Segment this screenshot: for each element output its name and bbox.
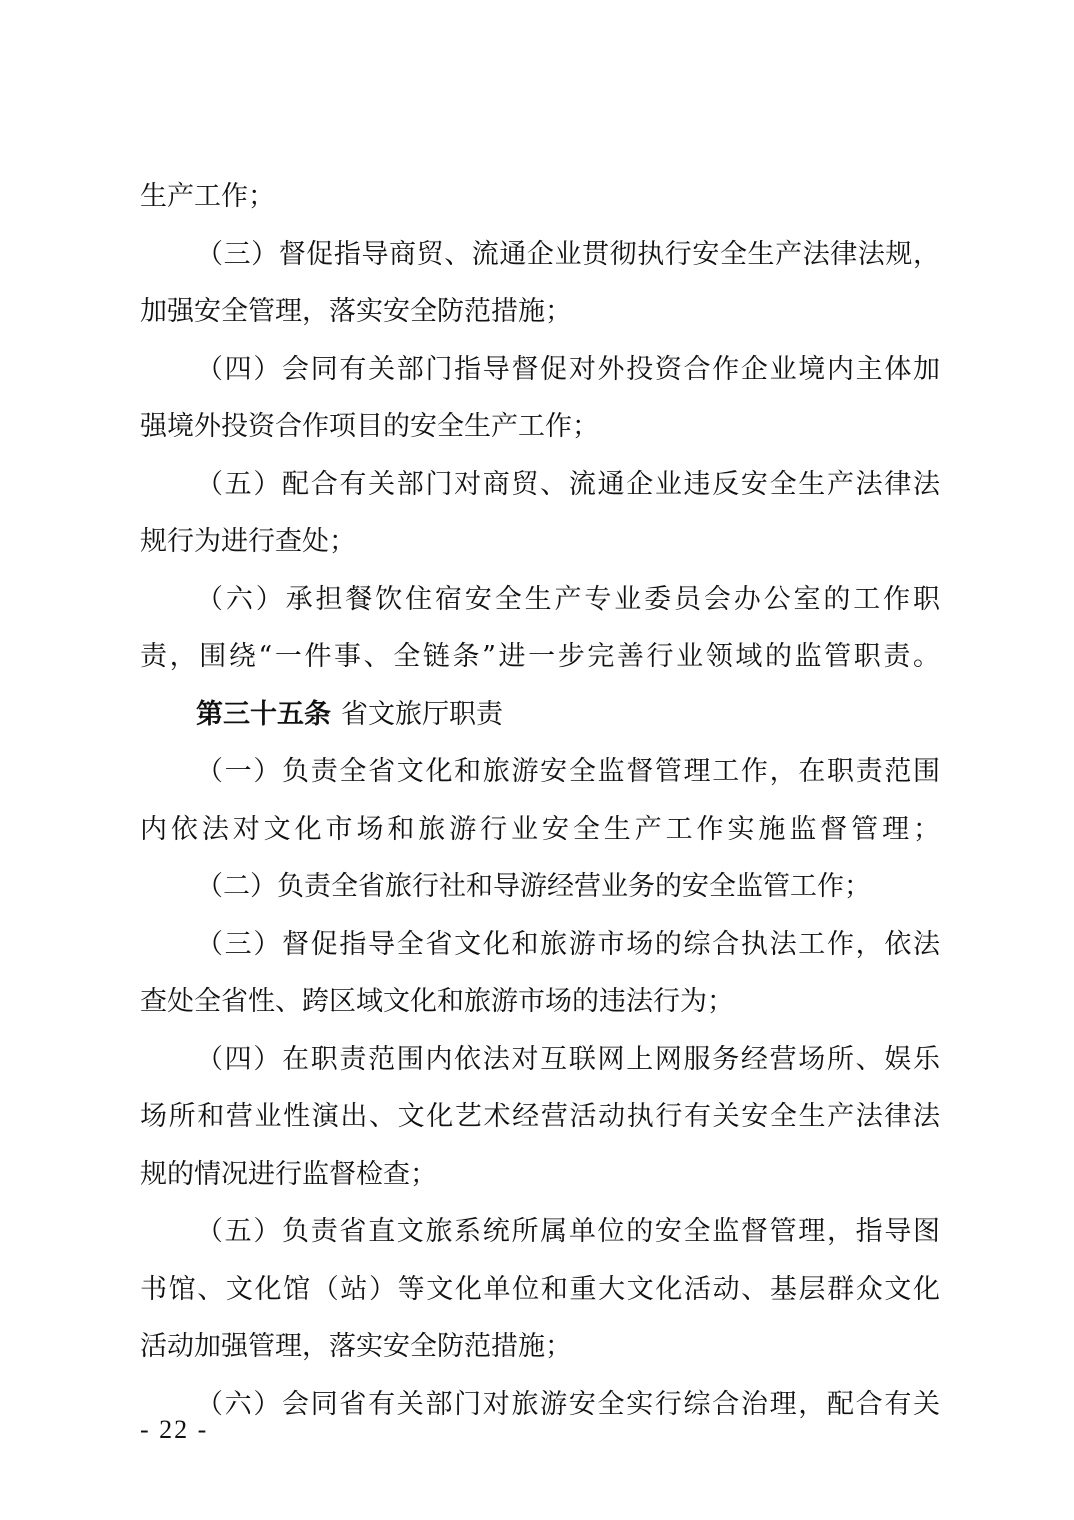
paragraph-line: 书馆、文化馆（站）等文化单位和重大文化活动、基层群众文化 <box>140 1273 940 1305</box>
paragraph-line: 查处全省性、跨区域文化和旅游市场的违法行为； <box>140 986 734 1017</box>
article-heading-line <box>140 686 940 744</box>
paragraph-line: 规的情况进行监督检查； <box>140 1158 437 1190</box>
paragraph-line: （三）督促指导全省文化和旅游市场的综合执法工作，依法 <box>196 928 940 960</box>
page-number: - 22 - <box>140 1415 209 1444</box>
paragraph-line: （五）配合有关部门对商贸、流通企业违反安全生产法律法 <box>196 468 940 500</box>
paragraph-line: （五）负责省直文旅系统所属单位的安全监督管理，指导图 <box>196 1216 940 1247</box>
paragraph-line: 责，围绕“一件事、全链条”进一步完善行业领域的监管职责。 <box>140 641 940 672</box>
paragraph-line: 生产工作； <box>140 181 275 212</box>
paragraph-line: 内依法对文化市场和旅游行业安全生产工作实施监督管理； <box>140 813 940 845</box>
paragraph-line: （六）会同省有关部门对旅游安全实行综合治理，配合有关 <box>196 1388 940 1420</box>
paragraph-line: 强境外投资合作项目的安全生产工作； <box>140 411 599 442</box>
paragraph-line: （三）督促指导商贸、流通企业贯彻执行安全生产法律法规， <box>196 238 940 270</box>
paragraph-line: 加强安全管理，落实安全防范措施； <box>140 296 572 327</box>
paragraph-line: 场所和营业性演出、文化艺术经营活动执行有关安全生产法律法 <box>140 1101 940 1132</box>
article-title: 省文旅厅职责 <box>341 698 503 730</box>
paragraph-line: 规行为进行查处； <box>140 526 356 557</box>
paragraph-line: 活动加强管理，落实安全防范措施； <box>140 1331 572 1362</box>
article-number: 第三十五条 <box>196 698 331 730</box>
paragraph-line: （四）会同有关部门指导督促对外投资合作企业境内主体加 <box>196 353 940 385</box>
paragraph-line: （四）在职责范围内依法对互联网上网服务经营场所、娱乐 <box>196 1043 940 1075</box>
paragraph-line: （二）负责全省旅行社和导游经营业务的安全监管工作； <box>196 871 871 902</box>
paragraph-line: （六）承担餐饮住宿安全生产专业委员会办公室的工作职 <box>196 583 940 615</box>
document-body <box>140 168 940 1433</box>
paragraph-line: （一）负责全省文化和旅游安全监督管理工作，在职责范围 <box>196 756 940 787</box>
